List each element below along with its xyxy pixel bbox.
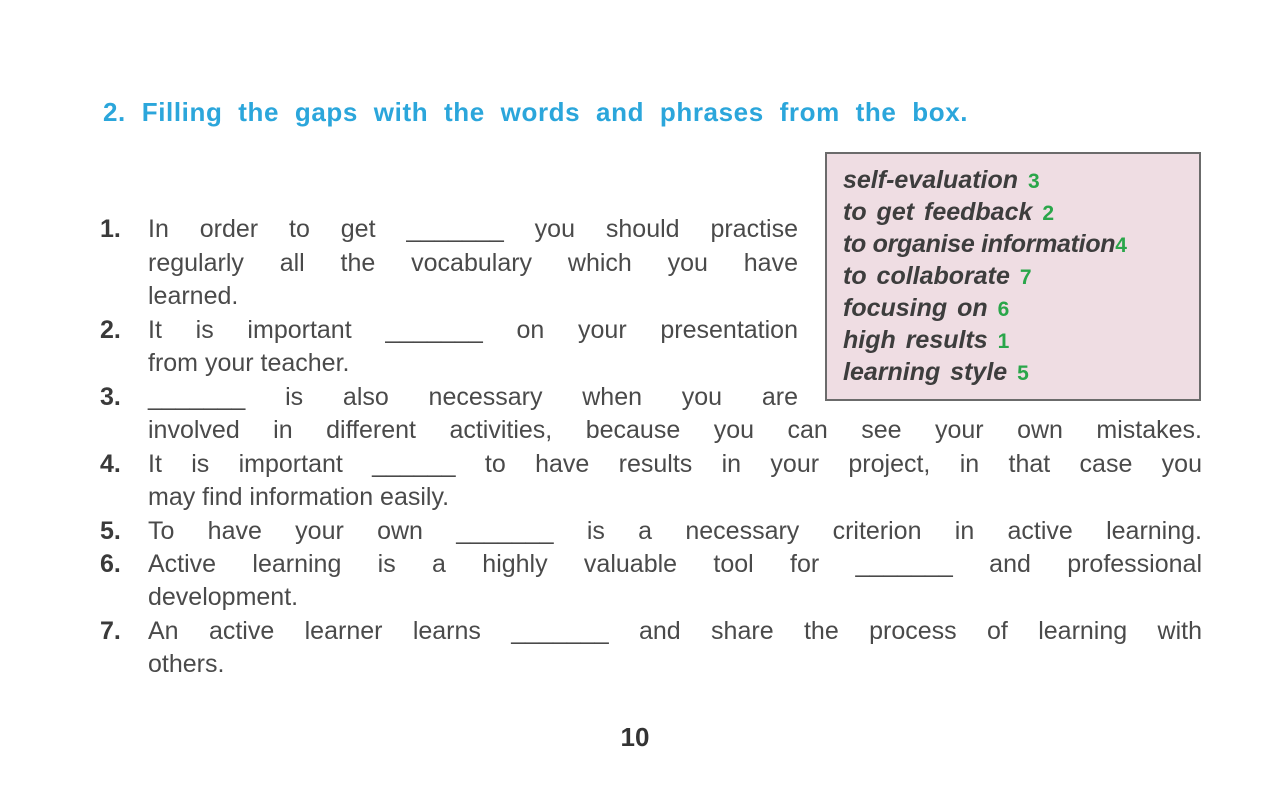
box-item-text: to organise information [843,230,1116,258]
item-line: learned. [148,282,239,310]
box-item [843,262,1032,294]
item-number: 5. [100,517,121,545]
box-item [843,166,1040,198]
box-item [843,230,1127,262]
handwritten-mark: 3 [1028,170,1040,193]
handwritten-mark: 2 [1042,202,1055,225]
item-line: _______ is also necessary when you are [148,383,798,411]
box-item-text: to collaborate [843,262,1010,290]
handwritten-mark: 6 [997,298,1010,321]
handwritten-mark: 4 [1115,234,1127,257]
box-item [843,294,1009,326]
word-box [825,152,1201,401]
exercise-title: 2. Filling the gaps with the words and phrases from the box. [103,97,969,127]
item-line: regularly all the vocabulary which you have [148,249,798,277]
box-item [843,358,1029,390]
box-item-text: to get feedback [843,198,1033,226]
item-number: 2. [100,316,121,344]
item-line: It is important ______ to have results in your project, in that case you [148,450,1202,478]
box-item-text: learning style [843,358,1008,386]
item-line: from your teacher. [148,349,350,377]
box-item-text: focusing on [843,294,988,322]
box-item [843,326,1009,358]
box-item-text: self-evaluation [843,166,1019,194]
handwritten-mark: 1 [997,330,1010,353]
box-item [843,198,1054,230]
item-line: It is important _______ on your presentation [148,316,798,344]
item-line: development. [148,583,299,611]
handwritten-mark: 7 [1019,266,1032,289]
page-number: 10 [620,722,650,752]
item-line: Active learning is a highly valuable tool for _______ and professional [148,550,1202,578]
item-line: may find information easily. [148,483,450,511]
item-number: 4. [100,450,121,478]
handwritten-mark: 5 [1017,362,1029,385]
item-number: 3. [100,383,121,411]
box-item-text: high results [843,326,988,354]
item-line: others. [148,650,225,678]
item-line: To have your own _______ is a necessary criterion in active learning. [148,517,1202,545]
item-line: involved in different activities, because you can see your own mistakes. [148,416,1202,444]
item-number: 7. [100,617,121,645]
item-number: 1. [100,215,121,243]
item-number: 6. [100,550,121,578]
item-line: In order to get _______ you should practise [148,215,798,243]
item-line: An active learner learns _______ and share the process of learning with [148,617,1202,645]
